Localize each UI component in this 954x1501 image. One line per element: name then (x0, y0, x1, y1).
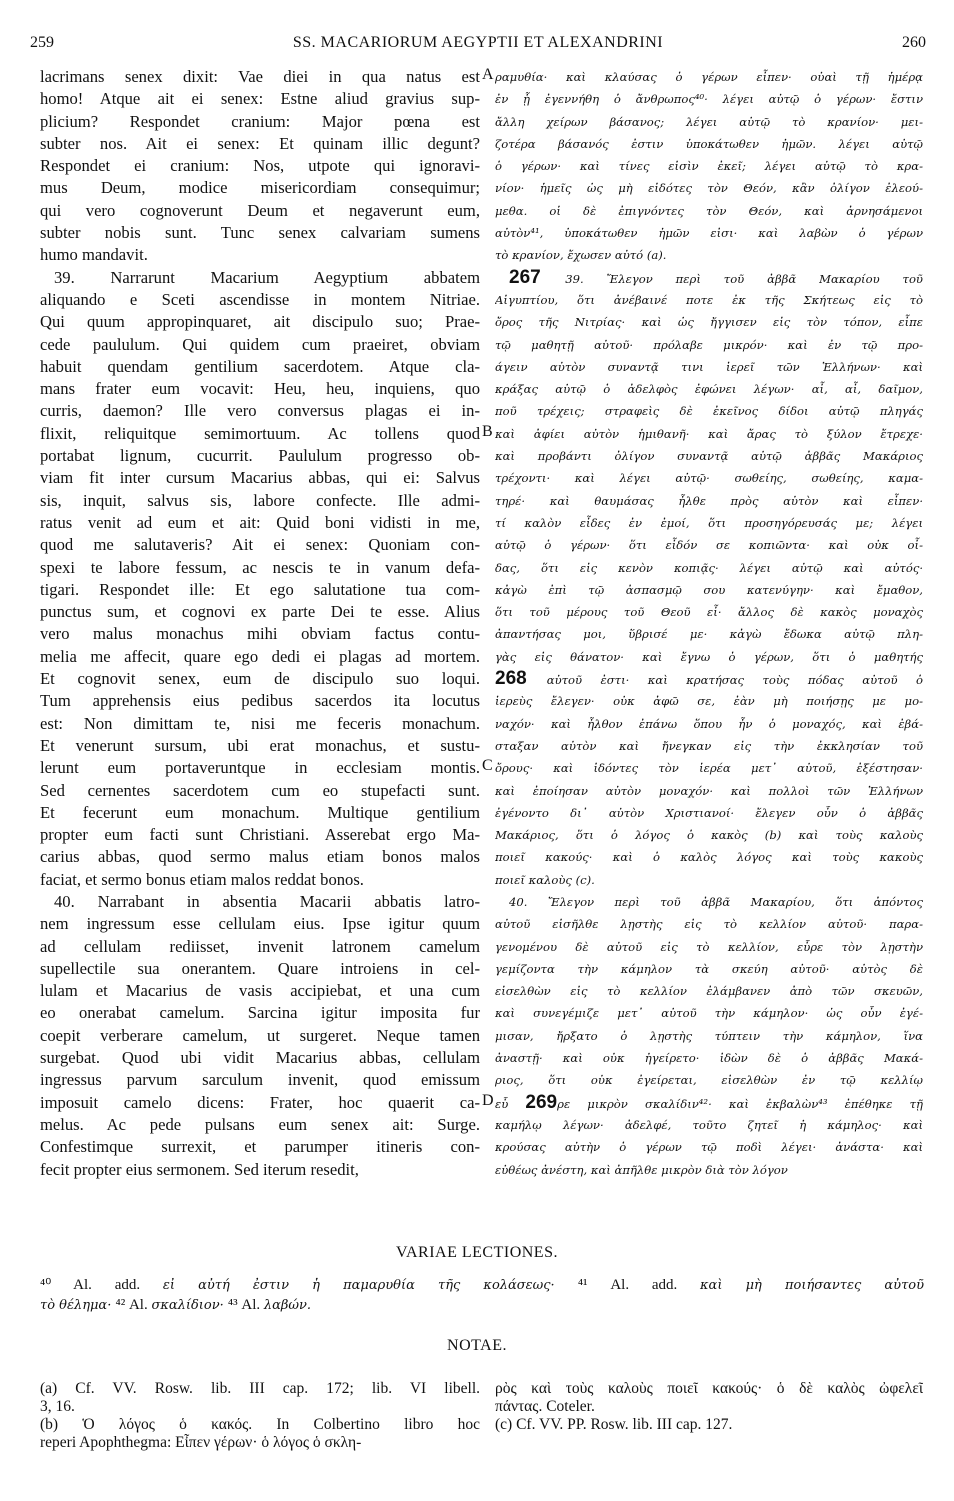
text-line: lacrimans senex dixit: Vae diei in qua natus est (40, 67, 480, 86)
greek-column (495, 66, 923, 1181)
text-line: καὶ προβάντι ὀλίγον συναντᾷ αὐτῷ ἀββᾶς Μακάριος (495, 449, 923, 464)
text-line: mans frater eum vocavit: Heu, heu, inquiens, quo (40, 379, 480, 399)
text-line: viam fit inter cursum Macarius abbas, qui ei: Salvus (40, 468, 480, 488)
text-line: Qui quum appropinquaret, ait discipulo suo; Prae- (40, 312, 480, 332)
text-line: ἀναστῇ· καὶ οὐκ ἠγείρετο· ἰδὼν δὲ ὁ ἀββᾶς Μακά- (495, 1051, 923, 1066)
text-line: ποιεῖ καλοὺς (c). (495, 872, 595, 887)
text-line: νίον· ἡμεῖς ὡς μὴ εἰδότες τὸν Θεόν, κἂν ὀλίγον ἐλεού- (495, 181, 923, 196)
text-line: Respondet ei cranium: Nos, utpote qui ignoravi- (40, 156, 480, 176)
text-line: 39. Narrarunt Macarium Aegyptium abbatem (54, 267, 480, 287)
text-line: αὐτῷ ὁ γέρων· ὅτι εἶδόν σε κοπιῶντα· καὶ οὐκ οἶ- (495, 538, 923, 553)
text-line: tigari. Respondet ille: Et ego salutatione tua com- (40, 579, 480, 599)
variae-line: ⁴⁰ Al. add. εἰ αὐτή ἐστιν ἡ παμαρυθία τῆς κολάσεως· ⁴¹ Al. add. καὶ μὴ ποιήσαντες αὐτοῦ (40, 1277, 924, 1293)
text-line: Αἰγυπτίου, ὅτι ἀνέβαινέ ποτε ἐκ τῆς Σκήτεως εἰς τὸ (495, 292, 923, 307)
text-line: ποιεῖ κακούς· καὶ ὁ καλὸς λόγος καὶ τοὺς κακοὺς (495, 850, 923, 865)
text-line: mus Deum, modice misericordiam consequimur; (40, 178, 480, 198)
text-line: τὸ κρανίον, ἔχωσεν αὐτό (a). (495, 248, 667, 263)
text-line: Confestimque surrexit, et parumper itineris con- (40, 1137, 480, 1157)
text-line: γὰς εἰς θάνατον· καὶ ἔγνω ὁ γέρων, ὅτι ὁ μαθητής (495, 649, 923, 664)
text-line: ραμυθία· καὶ κλαύσας ὁ γέρων εἶπεν· οὐαὶ τῇ ἡμέρᾳ (495, 70, 923, 84)
margin-letter-c: C (482, 757, 493, 774)
text-line: ὁ γέρων· καὶ τίνες εἰσὶν ἐκεῖ; λέγει αὐτῷ τὸ κρα- (495, 159, 923, 174)
variae-lectiones (40, 1275, 924, 1315)
text-line: melus. Ac pede pulsans eum senex ait: Surge. (40, 1114, 480, 1134)
text-line: flixit, reliquitque semimortuum. Ac tollens quod (40, 423, 480, 443)
text-line: ναχόν· καὶ ἦλθον ἐπάνω ὅπου ἦν ὁ μοναχός, καὶ ἐβά- (495, 716, 923, 731)
text-line: melia me affecit, quare ego dedi ei plagas ad mortem. (40, 646, 480, 666)
text-line: ἄλλη χείρων βάσανος; λέγει αὐτῷ τὸ κρανίον· μει- (495, 114, 923, 129)
text-line: μεθα. οἱ δὲ ἐπιγνόντες τὸν Θεόν, καὶ ἀρνησάμενοι (495, 203, 923, 218)
text-line: τί καλὸν εἶδες ἐν ἐμοί, ὅτι προσηγόρευσάς με; λέγει (495, 515, 923, 530)
text-line: ζοτέρα βάσανός ἐστιν ὑποκάτωθεν ἡμῶν. λέγει αὐτῷ (495, 136, 923, 151)
text-line: γενομένου δὲ αὐτοῦ εἰς τὸ κελλίον, εὗρε τὸν λῃστὴν (495, 939, 923, 954)
text-line: vero malus monachus mihi obviam factus contu- (40, 624, 480, 644)
text-line: lulam et Macarius de vasis accipiebat, et una cum (40, 981, 480, 1001)
text-line: δας, ὅτι εἰς κενὸν κοπιᾷς· λέγει αὐτῷ καὶ αὐτός· (495, 560, 923, 575)
text-line: humo mandavit. (40, 245, 148, 265)
margin-letter-a: A (482, 66, 494, 83)
text-line: γεμίζοντα τὴν κάμηλον τὰ σκεύη αὐτοῦ· αὐτὸς δὲ (495, 961, 923, 976)
text-line: αὐτὸν⁴¹, ὑποκάτωθεν ἡμῶν εἰσι· καὶ λαβὼν ὁ γέρων (495, 226, 923, 241)
text-line: Μακάριος, ὅτι ὁ λόγος ὁ κακὸς (b) καὶ τοὺς καλοὺς (495, 828, 923, 843)
notae-title: NOTAE. (447, 1337, 507, 1354)
text-line: τῷ μαθητῇ αὐτοῦ· πρόλαβε μικρόν· καὶ ἐν τῷ προ- (495, 337, 923, 352)
text-line: ὄρος τῆς Νιτρίας· καὶ ὡς ἤγγισεν εἰς τὸν τόπον, εἶπε (495, 315, 923, 330)
text-line: lerunt eum portaveruntque in ecclesiam montis. (40, 758, 480, 778)
text-line: aliquando e Sceti ascendisse in montem Nitriae. (40, 289, 480, 309)
running-header (30, 34, 926, 58)
notae-left (40, 1380, 480, 1452)
text-line: καὶ ἐποίησαν αὐτὸν μοναχόν· καὶ πολλοὶ τῶν Ἑλλήνων (495, 783, 923, 798)
variae-line: τὸ θέλημα· ⁴² Al. σκαλίδιον· ⁴³ Al. λαβών. (40, 1297, 312, 1313)
variae-lectiones-title: VARIAE LECTIONES. (396, 1244, 558, 1261)
text-line: 40. Ἔλεγον περὶ τοῦ ἀββᾶ Μακαρίου, ὅτι ἀπόντος (509, 894, 923, 909)
text-line: imposuit camelo dicens: Frater, hoc quaerit ca- (40, 1092, 480, 1112)
text-line: punctus sum, et cognovi ex parte Dei te esse. Alius (40, 602, 480, 622)
text-line: 267 39. Ἔλεγον περὶ τοῦ ἀββᾶ Μακαρίου τοῦ (509, 266, 923, 288)
text-line: coepit verberare camelum, ut surgeret. Neque tamen (40, 1025, 480, 1045)
text-line: ὅτι τοῦ μέρους τοῦ Θεοῦ εἶ· ἄλλος δὲ κακὸς μοναχὸς (495, 605, 923, 620)
text-line: ὄρους· καὶ ἰδόντες τὸν ἱερέα μετ᾽ αὐτοῦ, ἐξέστησαν· (495, 761, 923, 776)
text-line: eo onerabat camelum. Sarcina igitur imposita fur (40, 1003, 480, 1023)
text-line: ἱερεὺς ἔλεγεν· οὐκ ἀφῶ σε, ἐὰν μὴ ποιήσῃς με μο- (495, 694, 923, 709)
text-line: εἰσελθὼν εἰς τὸ κελλίον ἐλάμβανεν ἀπὸ τῶν σκευῶν, (495, 984, 923, 999)
text-line: εὐθέως ἀνέστη, καὶ ἀπῆλθε μικρὸν διὰ τὸν λόγον (495, 1162, 788, 1177)
text-line: carius abbas, quod sermo malus etiam bonos malos (40, 847, 480, 867)
text-line: subter nobis sunt. Tunc senex calvariam sumens (40, 223, 480, 243)
text-line: cede paululum. Qui quidem cum praeiret, obviam (40, 334, 480, 354)
text-line: surgebat. Quod ubi vidit Macarius abbas, cellulam (40, 1048, 480, 1068)
page-number-right: 260 (902, 34, 926, 51)
note-line: 3, 16. (40, 1398, 75, 1415)
text-line: homo! Atque ait ei senex: Estne aliud gravius sup- (40, 89, 480, 109)
text-line: ριος, ὅτι οὐκ ἐγείρεται, εἰσελθὼν ἐν τῷ κελλίῳ (495, 1073, 923, 1088)
column-number-267: 267 (509, 266, 566, 288)
text-line: ἐγένοντο δι᾽ αὐτὸν Χριστιανοί· ἔλεγεν οὖν ὁ ἀββᾶς (495, 805, 923, 820)
text-line: κρούσας αὐτὴν ὁ γέρων τῷ ποδὶ λέγει· ἀνάστα· καὶ (495, 1140, 923, 1155)
text-line: ἐν ᾗ ἐγεννήθη ὁ ἄνθρωπος⁴⁰· λέγει αὐτῷ ὁ γέρων· ἔστιν (495, 92, 923, 107)
note-line: πάντας. Coteler. (495, 1398, 595, 1415)
text-line: nem ingressum esse cellulam eius. Ipse igitur quum (40, 914, 480, 934)
text-line: subter nos. Ait ei senex: Et quinam illic degunt? (40, 133, 480, 153)
text-line: Sed cernentes sacerdotem cum eo stupefacti sunt. (40, 780, 480, 800)
text-line: ratus venit ad eum et ait: Quid boni vidisti in me, (40, 512, 480, 532)
text-line: 268 αὐτοῦ ἐστι· καὶ κρατήσας τοὺς πόδας αὐτοῦ ὁ (495, 668, 923, 690)
text-line: κἀγὼ ἐπὶ τῷ ἀσπασμῷ σου κατενύγην· καὶ ἔμαθον, (495, 582, 923, 597)
text-line: qui vero cognoverunt Deum et negaverunt eum, (40, 200, 480, 220)
text-line: Tum apprehensis eius pedibus sacerdos ita locutus (40, 691, 480, 711)
text-line: 40. Narrabant in absentia Macarii abbatis latro- (54, 891, 480, 911)
note-line: (b) Ὁ λόγος ὁ κακός. In Colbertino libro hoc (40, 1416, 480, 1433)
text-line: portabat lignum, cucurrit. Paululum progresso ob- (40, 446, 480, 466)
text-line: Et fecerunt eum monachum. Multique gentilium (40, 802, 480, 822)
text-line: καὶ συνεγέμιζε μετ᾽ αὐτοῦ τὴν κάμηλον· ὡς οὖν ἐγέ- (495, 1006, 923, 1021)
page-number-left: 259 (30, 34, 54, 51)
note-line: (c) Cf. VV. PP. Rosw. lib. III cap. 127. (495, 1416, 733, 1433)
text-line: spexi te labore fessum, ac nescis te in vanum defa- (40, 557, 480, 577)
text-line: κράξας αὐτῷ ὁ ἀδελφὸς ἐφώνει λέγων· αἶ, αἶ, δαῖμον, (495, 382, 923, 397)
margin-letter-b: B (482, 423, 493, 440)
column-number-268: 268 (495, 668, 547, 690)
note-line: (a) Cf. VV. Rosw. lib. III cap. 172; lib. VI libell. (40, 1380, 480, 1397)
text-line: καμήλῳ λέγων· ἀδελφέ, τοῦτο ζητεῖ ἡ κάμηλος· καὶ (495, 1117, 923, 1132)
text-line: ad cellulam rediisset, invenit latronem camelum (40, 936, 480, 956)
text-line: ingressus parvum sarculum invenit, quod emissum (40, 1070, 480, 1090)
text-line: αὐτοῦ εἰσῆλθε λῃστὴς εἰς τὸ κελλίον αὐτοῦ· παρα- (495, 917, 923, 932)
text-line: plicium? Respondet cranium: Major pœna est (40, 111, 480, 131)
text-line: habuit quendam gentilium sacerdotem. Atque cla- (40, 356, 480, 376)
text-line: curris, daemon? Ille vero conversus plagas ei in- (40, 401, 480, 421)
notae-right (495, 1380, 923, 1434)
text-line: τηρέ· καὶ θαυμάσας ἦλθε πρὸς αὐτὸν καὶ εἶπεν· (495, 493, 923, 508)
latin-column (40, 66, 480, 1181)
text-line: fecit propter eius sermonem. Sed iterum resedit, (40, 1159, 359, 1179)
column-number-269: 269 (525, 1091, 558, 1113)
note-line: ρὸς καὶ τοὺς καλοὺς ποιεῖ κακούς· ὁ δὲ καλὸς ὠφελεῖ (495, 1380, 923, 1397)
text-line: propter eum facti sunt Christiani. Asserebat ergo Ma- (40, 825, 480, 845)
text-line: εὗ 269ρε μικρὸν σκαλίδιν⁴²· καὶ ἐκβαλὼν⁴³ ἐπέθηκε τῇ (495, 1091, 923, 1113)
text-line: supellectile sua onerantem. Quare introiens in cel- (40, 958, 480, 978)
text-line: καὶ ἀφίει αὐτὸν ἡμιθανῆ· καὶ ἄρας τὸ ξύλον ἔτρεχε· (495, 426, 923, 441)
text-line: μισαν, ἤρξατο ὁ λῃστὴς τύπτειν τὴν κάμηλον, ἵνα (495, 1028, 923, 1043)
margin-letter-d: D (482, 1092, 494, 1109)
text-line: est: Non dimittam te, nisi me feceris monachum. (40, 713, 480, 733)
text-line: quod me salutaveris? Ait ei senex: Quoniam con- (40, 535, 480, 555)
text-line: ποῦ τρέχεις; στραφεὶς δὲ ἐκεῖνος δίδοι αὐτῷ πληγάς (495, 404, 923, 419)
note-line: reperi Apophthegma: Εἶπεν γέρων· ὁ λόγος ὁ σκλη- (40, 1434, 362, 1451)
text-line: sis, inquit, salvus sis, labore confecte. Ille admi- (40, 490, 480, 510)
page-title: SS. MACARIORUM AEGYPTII ET ALEXANDRINI (292, 34, 664, 51)
text-line: faciat, et sermo bonus etiam malos reddat bonos. (40, 869, 364, 889)
text-line: τρέχοντι· καὶ λέγει αὐτῷ· σωθείης, σωθείης, καμα- (495, 471, 923, 486)
text-line: σταξαν αὐτὸν καὶ ἤνεγκαν εἰς τὴν ἐκκλησίαν τοῦ (495, 738, 923, 753)
text-line: Et cognovit senex, eum de discipulo suo loqui. (40, 669, 480, 689)
text-line: άγειν αὐτὸν συναντᾷ τινι ἱερεῖ τῶν Ἑλλήνων· καὶ (495, 359, 923, 374)
text-line: Et venerunt sursum, ubi erat monachus, et sustu- (40, 735, 480, 755)
text-line: ἀπαντήσας μοι, ὕβρισέ με· κἀγὼ ἔδωκα αὐτῷ πλη- (495, 627, 923, 642)
